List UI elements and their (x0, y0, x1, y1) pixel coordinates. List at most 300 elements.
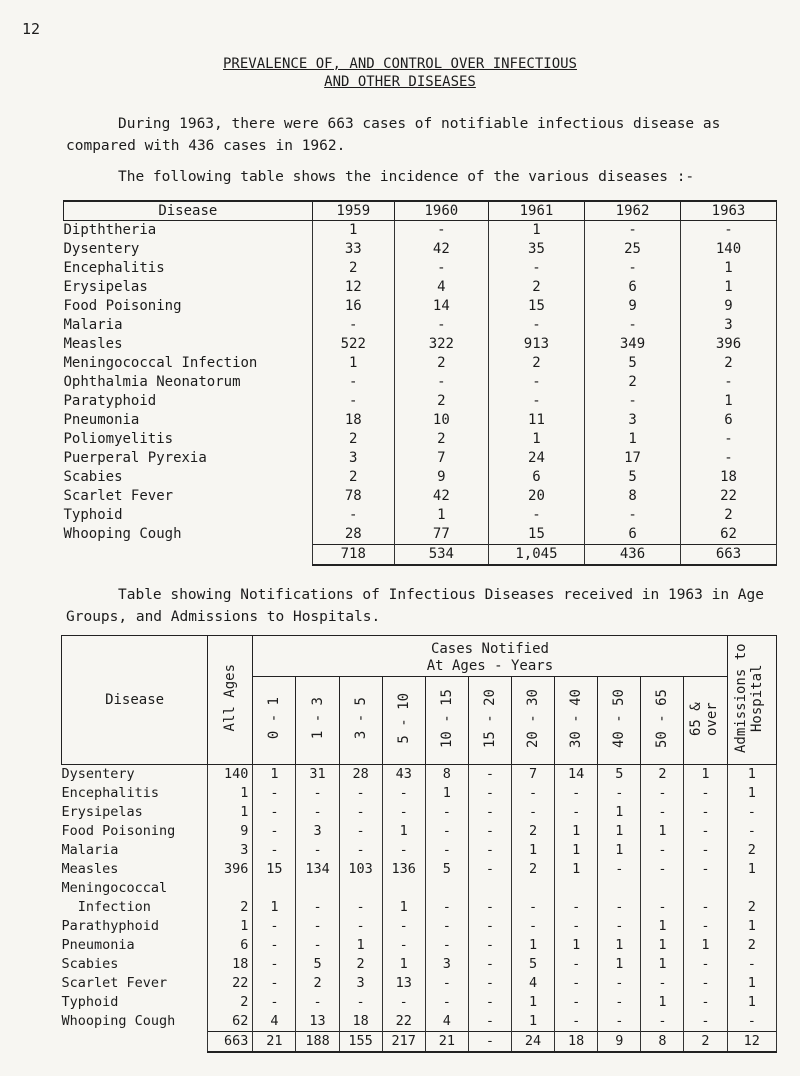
total-age-cell: 9 (598, 1032, 641, 1053)
age-count-cell: - (339, 822, 382, 841)
total-age-cell: 188 (296, 1032, 339, 1053)
total-age-cell: 2 (684, 1032, 727, 1053)
age-count-cell: - (684, 841, 727, 860)
count-cell: 15 (488, 525, 584, 545)
disease-cell: Paratyphoid (64, 392, 313, 411)
all-ages-cell: 22 (208, 974, 253, 993)
age-count-cell: - (555, 803, 598, 822)
age-count-cell: - (296, 898, 339, 917)
all-ages-label: All Ages (222, 664, 239, 732)
age-count-cell: 1 (512, 1012, 555, 1032)
age-count-cell: - (253, 784, 296, 803)
age-count-cell: - (253, 993, 296, 1012)
age-count-cell: 7 (512, 765, 555, 785)
age-count-cell: - (468, 784, 511, 803)
age-count-cell: - (555, 955, 598, 974)
age-count-cell: 15 (253, 860, 296, 879)
age-group-label: 0 - 1 (266, 697, 283, 740)
age-count-cell: - (382, 936, 425, 955)
header-admissions (727, 636, 776, 765)
count-cell: 11 (488, 411, 584, 430)
disease-cell: Ophthalmia Neonatorum (64, 373, 313, 392)
disease-cell: Parathyphoid (62, 917, 208, 936)
all-ages-cell (208, 879, 253, 898)
age-count-cell: 1 (512, 936, 555, 955)
table-row (62, 879, 777, 898)
age-count-cell: - (641, 784, 684, 803)
disease-cell: Measles (64, 335, 313, 354)
age-group-label: 50 - 65 (654, 688, 671, 748)
age-count-cell: - (468, 993, 511, 1012)
count-cell: 3 (681, 316, 777, 335)
count-cell: 9 (681, 297, 777, 316)
section-heading-line2: AND OTHER DISEASES (324, 74, 476, 90)
count-cell: 2 (394, 430, 488, 449)
age-count-cell: 2 (641, 765, 684, 785)
age-count-cell: - (684, 822, 727, 841)
age-count-cell: 1 (512, 841, 555, 860)
age-count-cell: - (468, 803, 511, 822)
total-age-cell: 155 (339, 1032, 382, 1053)
count-cell: 77 (394, 525, 488, 545)
age-count-cell: - (296, 841, 339, 860)
age-count-cell: - (512, 784, 555, 803)
table-row (62, 860, 777, 879)
cases-notified-line1: Cases Notified (430, 641, 549, 657)
age-count-cell: 1 (598, 803, 641, 822)
count-cell: 2 (681, 506, 777, 525)
disease-cell: Food Poisoning (62, 822, 208, 841)
age-group-header (641, 677, 684, 765)
count-cell: 1 (681, 259, 777, 278)
count-cell: 6 (488, 468, 584, 487)
admissions-cell: 2 (727, 936, 776, 955)
age-group-header (512, 677, 555, 765)
admissions-cell: 2 (727, 898, 776, 917)
age-count-cell: - (598, 860, 641, 879)
total-all-ages-cell: 663 (208, 1032, 253, 1053)
count-cell: - (488, 316, 584, 335)
age-count-cell: 1 (598, 822, 641, 841)
table-row (64, 221, 777, 241)
table-row (64, 411, 777, 430)
age-count-cell: - (253, 974, 296, 993)
age-count-cell: - (425, 841, 468, 860)
age-group-header (598, 677, 641, 765)
disease-cell: Encephalitis (62, 784, 208, 803)
age-count-cell (425, 879, 468, 898)
total-cell: 718 (312, 545, 394, 566)
total-age-cell: 24 (512, 1032, 555, 1053)
age-count-cell: - (382, 784, 425, 803)
age-count-cell: - (555, 898, 598, 917)
count-cell: 9 (394, 468, 488, 487)
age-count-cell: - (684, 974, 727, 993)
age-count-cell: - (684, 955, 727, 974)
age-count-cell: - (555, 974, 598, 993)
disease-cell: Pneumonia (64, 411, 313, 430)
age-count-cell: - (468, 822, 511, 841)
age-group-label: 65 & over (688, 701, 721, 736)
count-cell: - (681, 221, 777, 241)
age-count-cell: 1 (684, 936, 727, 955)
age-count-cell: - (468, 765, 511, 785)
age-group-header (468, 677, 511, 765)
age-count-cell: 8 (425, 765, 468, 785)
disease-cell: Encephalitis (64, 259, 313, 278)
age-count-cell: - (598, 974, 641, 993)
age-count-cell: - (296, 917, 339, 936)
count-cell: 1 (394, 506, 488, 525)
age-count-cell: 1 (598, 955, 641, 974)
age-count-cell: 1 (641, 955, 684, 974)
count-cell: 78 (312, 487, 394, 506)
count-cell: 16 (312, 297, 394, 316)
age-count-cell: - (641, 860, 684, 879)
table-row (64, 430, 777, 449)
age-count-cell: 1 (555, 841, 598, 860)
age-count-cell: 2 (512, 822, 555, 841)
admissions-cell: 1 (727, 917, 776, 936)
count-cell: 3 (585, 411, 681, 430)
admissions-cell: 1 (727, 860, 776, 879)
table-row (62, 765, 777, 785)
count-cell: - (681, 373, 777, 392)
age-count-cell: - (555, 993, 598, 1012)
age-count-cell: 1 (555, 936, 598, 955)
count-cell: 396 (681, 335, 777, 354)
age-count-cell: - (425, 803, 468, 822)
age-count-cell: - (339, 784, 382, 803)
age-count-cell: 1 (253, 898, 296, 917)
age-count-cell: 1 (382, 898, 425, 917)
disease-cell: Meningococcal Infection (64, 354, 313, 373)
disease-cell: Scabies (62, 955, 208, 974)
count-cell: - (585, 259, 681, 278)
age-count-cell: 1 (382, 955, 425, 974)
table-row (64, 335, 777, 354)
age-count-cell (468, 879, 511, 898)
header-1962: 1962 (585, 201, 681, 221)
count-cell: 349 (585, 335, 681, 354)
age-group-label: 20 - 30 (525, 688, 542, 748)
table2-intro-paragraph (66, 584, 766, 628)
age-count-cell: - (512, 917, 555, 936)
age-count-cell: 2 (512, 860, 555, 879)
table-row (64, 259, 777, 278)
totals-blank-cell (64, 545, 313, 566)
age-count-cell: 5 (425, 860, 468, 879)
all-ages-cell: 396 (208, 860, 253, 879)
age-count-cell: 5 (296, 955, 339, 974)
age-count-cell: 1 (684, 765, 727, 785)
disease-cell: Pneumonia (62, 936, 208, 955)
age-group-header (253, 677, 296, 765)
disease-cell: Dipththeria (64, 221, 313, 241)
disease-cell: Typhoid (64, 506, 313, 525)
count-cell: - (681, 430, 777, 449)
age-count-cell: - (468, 1012, 511, 1032)
disease-cell: Meningococcal (62, 879, 208, 898)
table-row (62, 917, 777, 936)
table-row (64, 278, 777, 297)
age-count-cell: 1 (339, 936, 382, 955)
section-heading-line1: PREVALENCE OF, AND CONTROL OVER INFECTIOUS (222, 56, 577, 72)
count-cell: 35 (488, 240, 584, 259)
age-group-label: 40 - 50 (611, 688, 628, 748)
age-group-header (425, 677, 468, 765)
age-count-cell: 13 (382, 974, 425, 993)
age-count-cell: - (339, 898, 382, 917)
age-group-header (555, 677, 598, 765)
count-cell: - (488, 259, 584, 278)
header-disease: Disease (64, 201, 313, 221)
count-cell: 2 (394, 354, 488, 373)
age-count-cell: 103 (339, 860, 382, 879)
age-count-cell: - (296, 803, 339, 822)
age-count-cell: - (555, 784, 598, 803)
total-age-cell: 8 (641, 1032, 684, 1053)
count-cell: 2 (585, 373, 681, 392)
count-cell: - (585, 316, 681, 335)
disease-cell: Whooping Cough (62, 1012, 208, 1032)
age-count-cell: - (296, 993, 339, 1012)
age-count-cell: - (468, 955, 511, 974)
all-ages-cell: 18 (208, 955, 253, 974)
incidence-table (63, 200, 777, 566)
disease-cell: Dysentery (62, 765, 208, 785)
age-count-cell: - (468, 860, 511, 879)
count-cell: 42 (394, 240, 488, 259)
count-cell: 913 (488, 335, 584, 354)
age-count-cell: - (296, 936, 339, 955)
age-count-cell: - (468, 917, 511, 936)
age-count-cell: - (598, 917, 641, 936)
age-count-cell: - (253, 936, 296, 955)
age-count-cell: - (425, 822, 468, 841)
table-row (62, 993, 777, 1012)
count-cell: 1 (312, 354, 394, 373)
count-cell: 20 (488, 487, 584, 506)
age-count-cell: 22 (382, 1012, 425, 1032)
age-count-cell: 136 (382, 860, 425, 879)
count-cell: 1 (585, 430, 681, 449)
all-ages-cell: 2 (208, 898, 253, 917)
disease-cell: Dysentery (64, 240, 313, 259)
age-count-cell: 4 (253, 1012, 296, 1032)
header-all-ages (208, 636, 253, 765)
age-count-cell (555, 879, 598, 898)
table-row (64, 354, 777, 373)
count-cell: 140 (681, 240, 777, 259)
all-ages-cell: 140 (208, 765, 253, 785)
total-cell: 1,045 (488, 545, 584, 566)
count-cell: 2 (394, 392, 488, 411)
admissions-cell: - (727, 803, 776, 822)
count-cell: - (312, 392, 394, 411)
count-cell: 322 (394, 335, 488, 354)
age-count-cell: - (425, 917, 468, 936)
table-row (62, 784, 777, 803)
count-cell: 28 (312, 525, 394, 545)
total-cell: 534 (394, 545, 488, 566)
admissions-label: Admissions to Hospital (732, 643, 765, 753)
age-count-cell: 1 (382, 822, 425, 841)
age-count-cell: 1 (555, 860, 598, 879)
all-ages-cell: 2 (208, 993, 253, 1012)
header-1960: 1960 (394, 201, 488, 221)
age-group-label: 10 - 15 (438, 688, 455, 748)
total-age-cell: 21 (425, 1032, 468, 1053)
table-row (62, 974, 777, 993)
admissions-cell: - (727, 822, 776, 841)
table-row (62, 1012, 777, 1032)
age-count-cell: - (641, 1012, 684, 1032)
count-cell: 1 (312, 221, 394, 241)
age-count-cell: 4 (425, 1012, 468, 1032)
disease-cell: Whooping Cough (64, 525, 313, 545)
count-cell: 6 (585, 525, 681, 545)
age-count-cell: - (382, 993, 425, 1012)
age-count-cell (296, 879, 339, 898)
table-row (64, 506, 777, 525)
admissions-cell: - (727, 1012, 776, 1032)
count-cell: - (488, 506, 584, 525)
count-cell: 12 (312, 278, 394, 297)
table-row (64, 316, 777, 335)
count-cell: - (394, 259, 488, 278)
age-count-cell: - (684, 917, 727, 936)
count-cell: 25 (585, 240, 681, 259)
age-count-cell: 18 (339, 1012, 382, 1032)
header-1961: 1961 (488, 201, 584, 221)
cases-notified-line2: At Ages - Years (426, 658, 554, 674)
admissions-cell: 1 (727, 765, 776, 785)
count-cell: - (585, 221, 681, 241)
age-count-cell: - (512, 898, 555, 917)
age-count-cell: 4 (512, 974, 555, 993)
age-count-cell: 134 (296, 860, 339, 879)
age-count-cell: - (684, 993, 727, 1012)
all-ages-cell: 62 (208, 1012, 253, 1032)
incidence-table-body (64, 221, 777, 566)
count-cell: 6 (681, 411, 777, 430)
table-row (62, 841, 777, 860)
count-cell: - (394, 316, 488, 335)
age-count-cell: - (339, 841, 382, 860)
age-count-cell: 2 (339, 955, 382, 974)
count-cell: - (312, 373, 394, 392)
count-cell: 5 (585, 354, 681, 373)
age-count-cell: 1 (641, 936, 684, 955)
age-count-cell: - (598, 1012, 641, 1032)
age-count-cell: - (339, 917, 382, 936)
disease-cell: Typhoid (62, 993, 208, 1012)
age-count-cell: - (382, 803, 425, 822)
age-count-cell: 1 (641, 993, 684, 1012)
age-count-cell: 3 (339, 974, 382, 993)
count-cell: - (488, 392, 584, 411)
age-count-cell: 31 (296, 765, 339, 785)
disease-cell: Scarlet Fever (64, 487, 313, 506)
total-admissions-cell: 12 (727, 1032, 776, 1053)
table-row (62, 803, 777, 822)
age-group-header (296, 677, 339, 765)
age-count-cell: - (641, 974, 684, 993)
age-count-cell: - (555, 1012, 598, 1032)
admissions-cell: 2 (727, 841, 776, 860)
age-count-cell: - (512, 803, 555, 822)
intro-text: During 1963, there were 663 cases of notifiable infectious disease as compared with 436 cases in 1962. (66, 116, 721, 154)
table-row (62, 822, 777, 841)
age-count-cell: - (598, 993, 641, 1012)
age-count-cell: 1 (598, 936, 641, 955)
total-cell: 663 (681, 545, 777, 566)
age-group-label: 30 - 40 (568, 688, 585, 748)
disease-cell: Puerperal Pyrexia (64, 449, 313, 468)
table-row (64, 525, 777, 545)
count-cell: 24 (488, 449, 584, 468)
admissions-cell: 1 (727, 784, 776, 803)
table1-intro-paragraph (66, 166, 766, 188)
age-count-cell (598, 879, 641, 898)
count-cell: 10 (394, 411, 488, 430)
age-count-cell: - (684, 784, 727, 803)
age-count-cell: - (684, 803, 727, 822)
disease-cell: Scabies (64, 468, 313, 487)
all-ages-cell: 3 (208, 841, 253, 860)
count-cell: 1 (681, 278, 777, 297)
age-count-cell: 1 (253, 765, 296, 785)
age-count-cell: - (425, 974, 468, 993)
count-cell: - (394, 221, 488, 241)
age-group-label: 15 - 20 (481, 688, 498, 748)
count-cell: 6 (585, 278, 681, 297)
count-cell: 2 (312, 259, 394, 278)
age-count-cell: - (425, 993, 468, 1012)
age-count-cell: 2 (296, 974, 339, 993)
admissions-cell: 1 (727, 974, 776, 993)
age-count-cell (382, 879, 425, 898)
age-count-cell: - (684, 898, 727, 917)
disease-cell: Infection (62, 898, 208, 917)
totals-blank-cell (62, 1032, 208, 1053)
count-cell: - (488, 373, 584, 392)
count-cell: - (312, 316, 394, 335)
age-count-cell: 3 (425, 955, 468, 974)
count-cell: 18 (312, 411, 394, 430)
table-row (64, 487, 777, 506)
disease-cell: Erysipelas (64, 278, 313, 297)
age-count-cell (641, 879, 684, 898)
count-cell: 33 (312, 240, 394, 259)
table-row (62, 898, 777, 917)
age-count-cell (512, 879, 555, 898)
age-count-cell: - (641, 803, 684, 822)
count-cell: 15 (488, 297, 584, 316)
age-count-cell: - (468, 974, 511, 993)
count-cell: - (312, 506, 394, 525)
age-count-cell: - (339, 803, 382, 822)
count-cell: 2 (488, 354, 584, 373)
age-count-cell: 28 (339, 765, 382, 785)
total-age-cell: - (468, 1032, 511, 1053)
all-ages-cell: 6 (208, 936, 253, 955)
total-age-cell: 18 (555, 1032, 598, 1053)
age-group-header (339, 677, 382, 765)
age-count-cell (684, 879, 727, 898)
age-count-cell: - (468, 841, 511, 860)
